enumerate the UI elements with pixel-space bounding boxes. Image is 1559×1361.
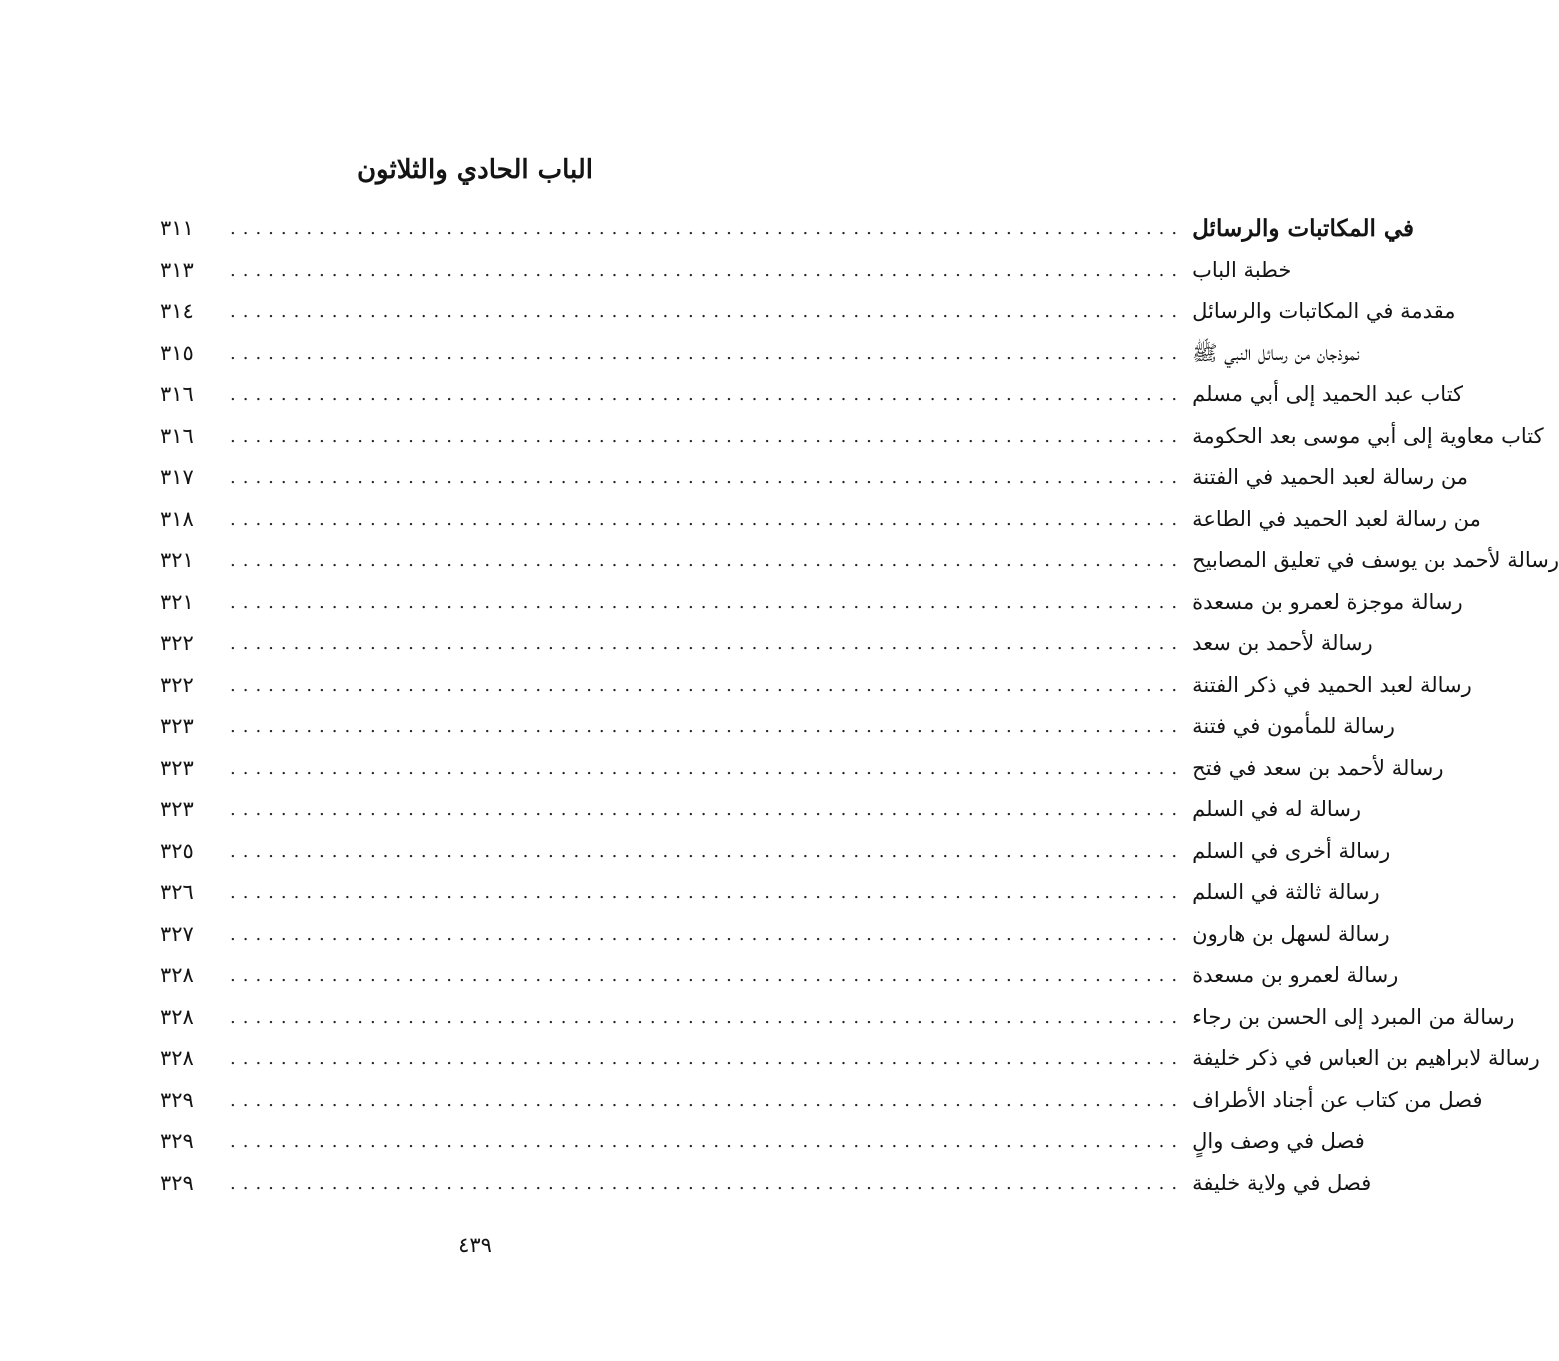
toc-page-number: ٣٢٧ (160, 921, 194, 946)
toc-page-number: ٣١٨ (160, 506, 194, 531)
toc-section-heading (160, 208, 1415, 250)
toc-page-number: ٣١١ (160, 216, 194, 240)
toc-entry (160, 789, 1362, 831)
toc-page-number: ٣١٥ (160, 340, 194, 365)
toc-entry-title: رسالة أخرى في السلم (1192, 838, 1391, 863)
toc-entry-title: فصل من كتاب عن أجناد الأطراف (1192, 1087, 1483, 1112)
toc-entry-title: من رسالة لعبد الحميد في الفتنة (1192, 465, 1469, 489)
toc-page-number: ٣١٧ (160, 465, 194, 489)
toc-entry-title: رسالة لعمرو بن مسعدة (1192, 963, 1399, 987)
toc-entry-title: كتاب عبد الحميد إلى أبي مسلم (1192, 382, 1464, 406)
toc-entry-title: رسالة موجزة لعمرو بن مسعدة (1192, 589, 1463, 614)
toc-page-number: ٣٢٣ (160, 755, 194, 780)
dot-leader: ........................................................................... (230, 840, 1185, 862)
dot-leader: ........................................................................... (230, 218, 1185, 239)
dot-leader: ........................................................................... (230, 674, 1185, 696)
toc-entry-title: رسالة لأحمد بن سعد (1192, 631, 1373, 655)
toc-page-number: ٣٢٩ (160, 1087, 194, 1112)
toc-entry (160, 1038, 1540, 1080)
toc-entry (160, 457, 1469, 499)
toc-entry-title: من رسالة لعبد الحميد في الطاعة (1192, 506, 1481, 531)
dot-leader: ........................................................................... (230, 757, 1185, 779)
toc-entry-title: رسالة لعبد الحميد في ذكر الفتنة (1192, 672, 1472, 697)
dot-leader: ........................................................................... (230, 882, 1185, 903)
toc-entry (160, 914, 1390, 956)
toc-page-number: ٣٢٨ (160, 1046, 194, 1070)
toc-page-number: ٣١٦ (160, 423, 194, 448)
dot-leader: ........................................................................... (230, 342, 1185, 364)
toc-entry (160, 748, 1444, 790)
toc-page-number: ٣٢٢ (160, 631, 194, 655)
toc-entry-title: رسالة لأحمد بن سعد في فتح (1192, 755, 1444, 780)
toc-entry-title: رسالة للمأمون في فتنة (1192, 714, 1395, 738)
toc-entry (160, 1163, 1372, 1205)
toc-page-number: ٣٢٩ (160, 1170, 194, 1195)
toc-entry-title: رسالة لابراهيم بن العباس في ذكر خليفة (1192, 1046, 1540, 1070)
dot-leader: ........................................................................... (230, 425, 1185, 447)
page-number: ٤٣٩ (458, 1233, 492, 1257)
toc-page-number: ٣٢١ (160, 548, 194, 572)
toc-entry-title: رسالة ثالثة في السلم (1192, 880, 1380, 904)
dot-leader: ........................................................................... (230, 965, 1185, 986)
toc-entry (160, 872, 1380, 914)
dot-leader: ........................................................................... (230, 301, 1185, 322)
toc-entry-title: رسالة من المبرد إلى الحسن بن رجاء (1192, 1004, 1515, 1029)
toc-page-number: ٣٢٥ (160, 838, 194, 863)
toc-entry (160, 1121, 1365, 1163)
toc-page-number: ٣٢٣ (160, 797, 194, 821)
toc-entries-list (160, 250, 1559, 1205)
toc-entry (160, 499, 1481, 541)
toc-entry (160, 955, 1399, 997)
toc-entry (160, 623, 1373, 665)
dot-leader: ........................................................................... (230, 1089, 1185, 1111)
toc-entry-title: نموذجان من رسائل النبي ﷺ (1192, 340, 1360, 365)
chapter-title: الباب الحادي والثلاثون (356, 155, 594, 185)
toc-entry-title: فصل في وصف والٍ (1192, 1129, 1365, 1153)
toc-entry (160, 291, 1456, 333)
dot-leader: ........................................................................... (230, 384, 1185, 405)
dot-leader: ........................................................................... (230, 716, 1185, 737)
toc-page-number: ٣٢٢ (160, 672, 194, 697)
toc-entry-title: رسالة لأحمد بن يوسف في تعليق المصابيح (1192, 548, 1559, 572)
toc-entry (160, 665, 1472, 707)
toc-page-number: ٣٢٣ (160, 714, 194, 738)
toc-entry (160, 997, 1515, 1039)
toc-page-number: ٣٢٩ (160, 1129, 194, 1153)
dot-leader: ........................................................................... (230, 1048, 1185, 1069)
toc-entry (160, 333, 1360, 375)
dot-leader: ........................................................................... (230, 591, 1185, 613)
toc-entry-title: مقدمة في المكاتبات والرسائل (1192, 299, 1456, 323)
toc-entry-title: فصل في ولاية خليفة (1192, 1170, 1372, 1195)
dot-leader: ........................................................................... (230, 1131, 1185, 1152)
dot-leader: ........................................................................... (230, 1172, 1185, 1194)
toc-entry (160, 1080, 1483, 1122)
toc-entry (160, 374, 1464, 416)
toc-entry (160, 582, 1463, 624)
dot-leader: ........................................................................... (230, 633, 1185, 654)
toc-page-number: ٣١٦ (160, 382, 194, 406)
table-of-contents (160, 208, 1559, 1204)
dot-leader: ........................................................................... (230, 550, 1185, 571)
toc-page-number: ٣١٤ (160, 299, 194, 323)
toc-entry (160, 706, 1395, 748)
dot-leader: ........................................................................... (230, 799, 1185, 820)
toc-entry-title: خطبة الباب (1192, 257, 1292, 282)
dot-leader: ........................................................................... (230, 467, 1185, 488)
toc-page-number: ٣١٣ (160, 257, 194, 282)
toc-entry (160, 540, 1559, 582)
toc-page-number: ٣٢٨ (160, 963, 194, 987)
toc-page-number: ٣٢٨ (160, 1004, 194, 1029)
toc-entry (160, 831, 1391, 873)
toc-page-number: ٣٢١ (160, 589, 194, 614)
dot-leader: ........................................................................... (230, 508, 1185, 530)
toc-page-number: ٣٢٦ (160, 880, 194, 904)
toc-entry-title: رسالة له في السلم (1192, 797, 1362, 821)
dot-leader: ........................................................................... (230, 923, 1185, 945)
toc-entry-title: في المكاتبات والرسائل (1192, 215, 1415, 242)
toc-entry (160, 250, 1292, 292)
toc-entry-title: كتاب معاوية إلى أبي موسى بعد الحكومة (1192, 423, 1544, 448)
dot-leader: ........................................................................... (230, 1006, 1185, 1028)
dot-leader: ........................................................................... (230, 259, 1185, 281)
toc-entry-title: رسالة لسهل بن هارون (1192, 921, 1390, 946)
toc-entry (160, 416, 1544, 458)
